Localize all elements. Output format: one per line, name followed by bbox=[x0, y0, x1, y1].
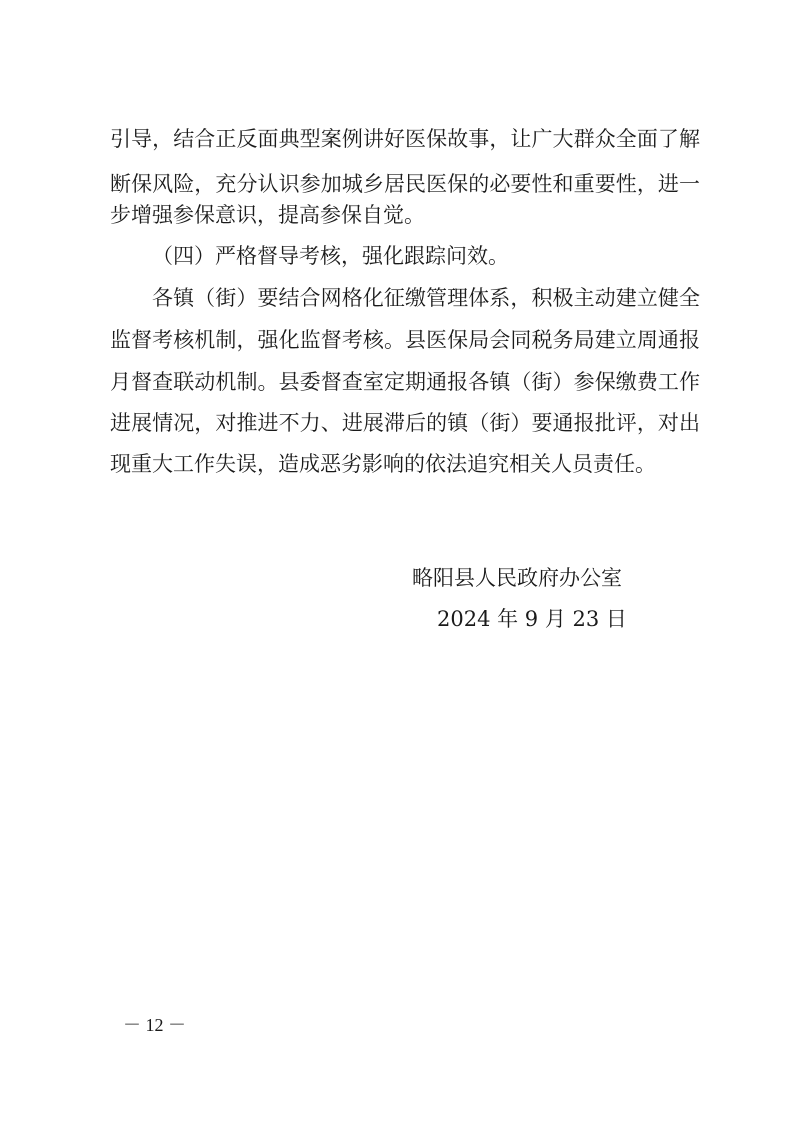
paragraph-2-line-3: 月督查联动机制。县委督查室定期通报各镇（街）参保缴费工作 bbox=[110, 370, 700, 394]
section-heading-4: （四）严格督导考核，强化跟踪问效。 bbox=[152, 244, 509, 268]
paragraph-2-line-2: 监督考核机制，强化监督考核。县医保局会同税务局建立周通报 bbox=[110, 328, 700, 352]
page-number: － 12 － bbox=[123, 1015, 186, 1035]
paragraph-2-line-5: 现重大工作失误，造成恶劣影响的依法追究相关人员责任。 bbox=[110, 452, 656, 476]
signature-org: 略阳县人民政府办公室 bbox=[412, 566, 622, 590]
paragraph-2-line-4: 进展情况，对推进不力、进展滞后的镇（街）要通报批评，对出 bbox=[110, 411, 700, 435]
signature-date: 2024 年 9 月 23 日 bbox=[437, 607, 627, 631]
paragraph-1-line-2: 断保风险，充分认识参加城乡居民医保的必要性和重要性，进一 bbox=[110, 172, 700, 196]
paragraph-2-line-1: 各镇（街）要结合网格化征缴管理体系，积极主动建立健全 bbox=[152, 286, 700, 310]
paragraph-1-line-1: 引导，结合正反面典型案例讲好医保故事，让广大群众全面了解 bbox=[110, 127, 700, 151]
paragraph-1-line-3: 步增强参保意识，提高参保自觉。 bbox=[110, 203, 425, 227]
